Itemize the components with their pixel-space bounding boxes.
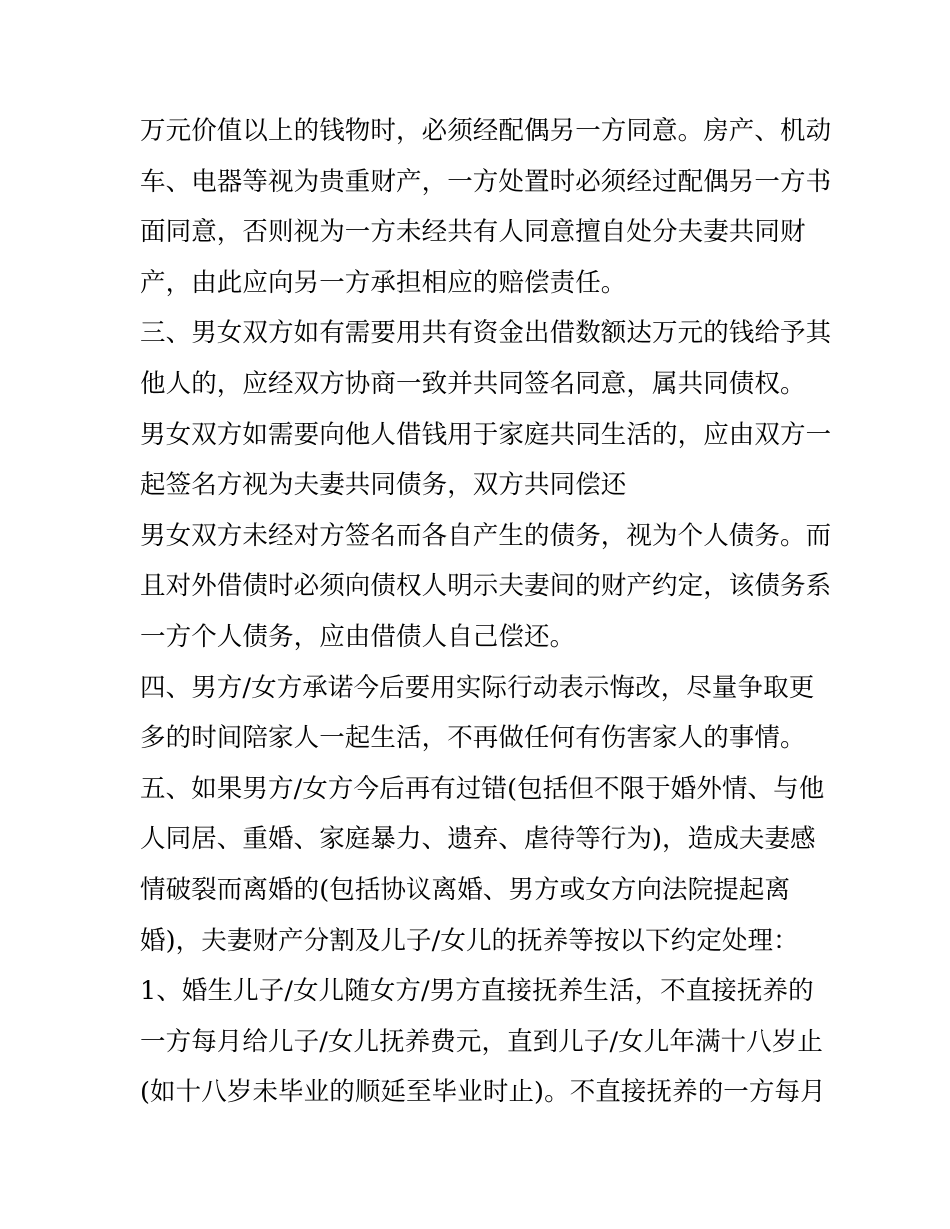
body-text	[140, 106, 832, 1118]
text-line: 多的时间陪家人一起生活，不再做任何有伤害家人的事情。	[140, 723, 806, 754]
text-line: 情破裂而离婚的(包括协议离婚、男方或女方向法院提起离	[140, 874, 791, 905]
text-line: 他人的，应经双方协商一致并共同签名同意，属共同债权。	[140, 368, 806, 399]
text-line: (如十八岁未毕业的顺延至毕业时止)。不直接抚养的一方每月	[140, 1077, 826, 1108]
text-line: 四、男方/女方承诺今后要用实际行动表示悔改，尽量争取更	[140, 672, 815, 703]
text-line: 产，由此应向另一方承担相应的赔偿责任。	[140, 267, 627, 298]
text-line: 男女双方如需要向他人借钱用于家庭共同生活的，应由双方一	[140, 419, 832, 450]
text-line: 万元价值以上的钱物时，必须经配偶另一方同意。房产、机动	[140, 116, 832, 146]
text-line: 且对外借债时必须向债权人明示夫妻间的财产约定，该债务系	[140, 571, 832, 602]
text-line: 起签名方视为夫妻共同债务，双方共同偿还	[140, 470, 627, 501]
text-line: 1、婚生儿子/女儿随女方/男方直接抚养生活，不直接抚养的	[140, 976, 814, 1007]
text-line: 一方个人债务，应由借债人自己偿还。	[140, 621, 576, 652]
text-line: 男女双方未经对方签名而各自产生的债务，视为个人债务。而	[140, 520, 832, 551]
text-line: 人同居、重婚、家庭暴力、遗弃、虐待等行为)，造成夫妻感	[140, 824, 816, 855]
text-line: 车、电器等视为贵重财产，一方处置时必须经过配偶另一方书	[140, 166, 832, 197]
text-line: 面同意，否则视为一方未经共有人同意擅自处分夫妻共同财	[140, 217, 806, 248]
text-line: 五、如果男方/女方今后再有过错(包括但不限于婚外情、与他	[140, 773, 825, 804]
text-line: 一方每月给儿子/女儿抚养费元，直到儿子/女儿年满十八岁止	[140, 1026, 823, 1057]
text-line: 三、男女双方如有需要用共有资金出借数额达万元的钱给予其	[140, 318, 832, 349]
text-line: 婚)，夫妻财产分割及儿子/女儿的抚养等按以下约定处理：	[140, 925, 799, 956]
